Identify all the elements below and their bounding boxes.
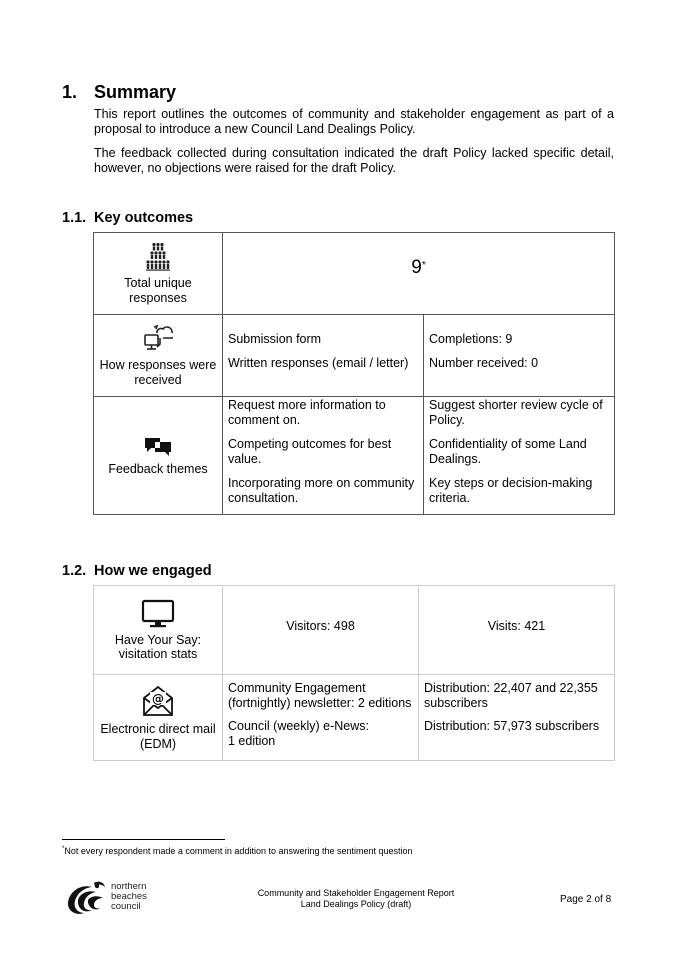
hys-visits-cell xyxy=(419,586,615,675)
hys-visitors-cell xyxy=(223,586,419,675)
themes-right-cell xyxy=(424,397,615,515)
subsection-number: 1.1. xyxy=(62,210,87,226)
theme-item: Suggest shorter review cycle of Policy. xyxy=(429,398,603,427)
edm-left-cell xyxy=(223,675,419,761)
theme-item: Confidentiality of some Land Dealings. xyxy=(429,437,587,466)
summary-paragraph-1: This report outlines the outcomes of community and stakeholder engagement as part of a proposal to introduce a new Council Land Dealings Policy. xyxy=(94,107,614,136)
edm-distribution: Distribution: 57,973 subscribers xyxy=(424,719,600,733)
edm-item: Council (weekly) e-News: 1 edition xyxy=(228,719,370,748)
theme-item: Request more information to comment on. xyxy=(228,398,386,427)
received-methods-cell xyxy=(223,315,424,397)
table-row xyxy=(94,586,615,675)
svg-text:@: @ xyxy=(152,692,164,706)
edm-label: Electronic direct mail (EDM) xyxy=(100,722,216,751)
hys-visits: Visits: 421 xyxy=(487,619,546,633)
section-title: Summary xyxy=(94,82,177,102)
footnote-marker: * xyxy=(62,846,65,852)
hys-visitors: Visitors: 498 xyxy=(286,619,355,633)
council-logo-text xyxy=(111,882,147,912)
theme-item: Competing outcomes for best value. xyxy=(228,437,392,466)
email-at-icon xyxy=(142,684,174,718)
hys-label-cell xyxy=(94,586,223,675)
table-row xyxy=(94,397,615,515)
logo-line: beaches xyxy=(111,891,147,902)
theme-item: Incorporating more on community consultation. xyxy=(228,476,415,505)
footer-report-info xyxy=(236,888,476,910)
received-count: Completions: 9 xyxy=(429,332,513,346)
total-responses-label: Total unique responses xyxy=(124,276,192,305)
received-label: How responses were received xyxy=(99,358,217,387)
council-logo-icon xyxy=(64,878,108,918)
total-responses-label-cell xyxy=(94,233,223,315)
page-number: Page 2 of 8 xyxy=(560,894,612,905)
summary-paragraph-2: The feedback collected during consultation indicated the draft Policy lacked specific detail, however, no objections were raised for the draft Policy. xyxy=(94,146,614,175)
total-responses-value-cell xyxy=(223,233,615,315)
themes-label-cell xyxy=(94,397,223,515)
section-heading-summary xyxy=(62,82,176,103)
subsection-title: How we engaged xyxy=(94,563,212,579)
logo-line: council xyxy=(111,901,141,912)
table-row xyxy=(94,675,615,761)
theme-item: Key steps or decision-making criteria. xyxy=(429,476,593,505)
hys-label: Have Your Say: visitation stats xyxy=(114,632,202,661)
edm-label-cell xyxy=(94,675,223,761)
subsection-number: 1.2. xyxy=(62,563,87,579)
people-crowd-icon xyxy=(145,242,171,272)
section-number: 1. xyxy=(62,82,78,102)
received-counts-cell xyxy=(424,315,615,397)
logo-line: northern xyxy=(111,881,147,892)
footnote-divider xyxy=(62,839,225,840)
footnote-text: Not every respondent made a comment in addition to answering the sentiment question xyxy=(64,846,413,856)
received-label-cell xyxy=(94,315,223,397)
footnote-marker: * xyxy=(421,260,426,271)
key-outcomes-table xyxy=(93,232,615,515)
table-row xyxy=(94,233,615,315)
edm-distribution: Distribution: 22,407 and 22,355 subscribers xyxy=(424,681,598,710)
footnote xyxy=(62,846,413,856)
received-method: Submission form xyxy=(228,332,322,346)
device-cloud-icon xyxy=(143,324,173,354)
subsection-heading-how-we-engaged xyxy=(62,563,212,579)
footer-report-subtitle: Land Dealings Policy (draft) xyxy=(300,899,412,909)
themes-label: Feedback themes xyxy=(108,462,208,477)
edm-item: Community Engagement (fortnightly) newsletter: 2 editions xyxy=(228,681,412,710)
total-responses-value: 9 xyxy=(411,257,422,279)
edm-right-cell xyxy=(419,675,615,761)
subsection-title: Key outcomes xyxy=(94,210,194,226)
themes-left-cell xyxy=(223,397,424,515)
how-we-engaged-table xyxy=(93,585,615,761)
table-row xyxy=(94,315,615,397)
subsection-heading-key-outcomes xyxy=(62,210,193,226)
footer-report-title: Community and Stakeholder Engagement Report xyxy=(257,888,455,898)
received-method: Written responses (email / letter) xyxy=(228,355,409,370)
received-count: Number received: 0 xyxy=(429,355,539,370)
speech-bubbles-icon xyxy=(143,434,173,458)
monitor-icon xyxy=(141,599,175,629)
